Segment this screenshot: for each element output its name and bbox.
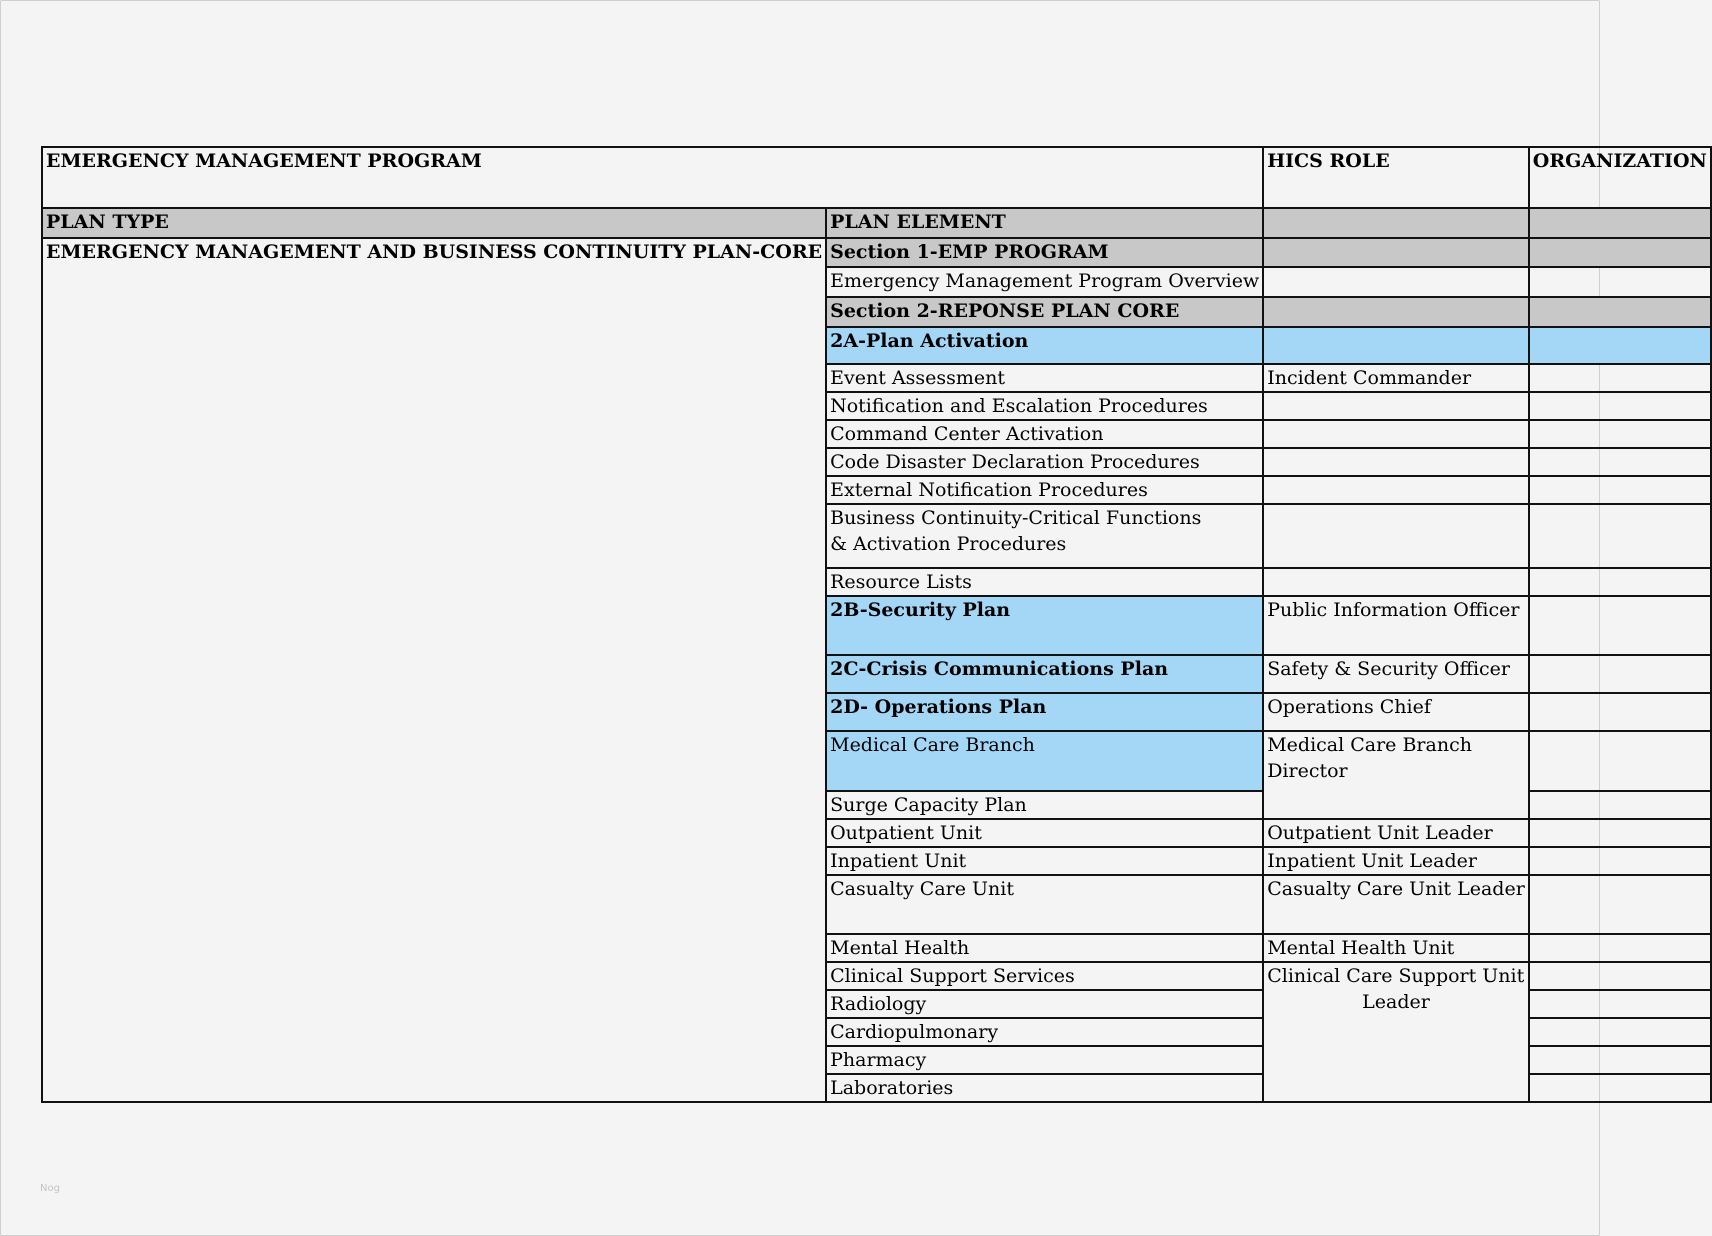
subheader-row [42,208,1711,238]
laboratories-label: Laboratories [826,1074,1263,1102]
casualty-care-role: Casualty Care Unit Leader [1263,875,1529,934]
casualty-care-label: Casualty Care Unit [826,875,1263,934]
security-plan-label: 2B-Security Plan [826,596,1263,655]
organization-cell [1529,819,1711,847]
inpatient-unit-label: Inpatient Unit [826,847,1263,875]
plan-type-value: EMERGENCY MANAGEMENT AND BUSINESS CONTINUITY PLAN-CORE [42,238,826,1102]
organization-cell [1529,847,1711,875]
clinical-support-role-line-2: Leader [1362,991,1430,1013]
organization-cell [1529,934,1711,962]
organization-cell [1529,208,1711,238]
business-continuity-label [826,504,1263,568]
crisis-comms-label: 2C-Crisis Communications Plan [826,655,1263,693]
business-continuity-line-1: Business Continuity-Critical Functions [830,507,1202,529]
organization-cell [1529,238,1711,267]
organization-cell [1529,327,1711,364]
clinical-support-role [1263,962,1529,1102]
organization-cell [1529,990,1711,1018]
organization-cell [1529,596,1711,655]
mental-health-role: Mental Health Unit [1263,934,1529,962]
emergency-plan-table [41,146,1712,1103]
watermark: Nog [40,1183,60,1194]
hics-role-cell [1263,297,1529,327]
medical-care-branch-role-line-1: Medical Care Branch [1267,734,1472,756]
organization-cell [1529,392,1711,420]
resource-lists-label: Resource Lists [826,568,1263,596]
outpatient-unit-role: Outpatient Unit Leader [1263,819,1529,847]
organization-cell [1529,1046,1711,1074]
organization-header: ORGANIZATION [1529,147,1711,208]
hics-role-cell [1263,568,1529,596]
plan-type-header: PLAN TYPE [42,208,826,238]
organization-cell [1529,1074,1711,1102]
radiology-label: Radiology [826,990,1263,1018]
hics-role-cell [1263,327,1529,364]
external-notification-label: External Notification Procedures [826,476,1263,504]
organization-cell [1529,568,1711,596]
crisis-comms-role: Safety & Security Officer [1263,655,1529,693]
event-assessment-label: Event Assessment [826,364,1263,392]
cardiopulmonary-label: Cardiopulmonary [826,1018,1263,1046]
organization-cell [1529,364,1711,392]
medical-care-branch-role [1263,731,1529,819]
organization-cell [1529,875,1711,934]
mental-health-label: Mental Health [826,934,1263,962]
overview-label: Emergency Management Program Overview [826,267,1263,297]
operations-plan-role: Operations Chief [1263,693,1529,731]
hics-role-cell [1263,208,1529,238]
organization-cell [1529,267,1711,297]
event-assessment-role: Incident Commander [1263,364,1529,392]
organization-cell [1529,693,1711,731]
command-center-label: Command Center Activation [826,420,1263,448]
organization-cell [1529,476,1711,504]
medical-care-branch-label: Medical Care Branch [826,731,1263,791]
organization-cell [1529,420,1711,448]
hics-role-header: HICS ROLE [1263,147,1529,208]
organization-cell [1529,962,1711,990]
organization-cell [1529,791,1711,819]
organization-cell [1529,1018,1711,1046]
operations-plan-label: 2D- Operations Plan [826,693,1263,731]
hics-role-cell [1263,238,1529,267]
organization-cell [1529,731,1711,791]
surge-capacity-label: Surge Capacity Plan [826,791,1263,819]
plan-activation-label: 2A-Plan Activation [826,327,1263,364]
hics-role-cell [1263,448,1529,476]
hics-role-cell [1263,476,1529,504]
clinical-support-label: Clinical Support Services [826,962,1263,990]
security-plan-role: Public Information Officer [1263,596,1529,655]
organization-cell [1529,655,1711,693]
header-row [42,147,1711,208]
inpatient-unit-role: Inpatient Unit Leader [1263,847,1529,875]
hics-role-cell [1263,420,1529,448]
organization-cell [1529,297,1711,327]
notification-label: Notification and Escalation Procedures [826,392,1263,420]
organization-cell [1529,448,1711,476]
section-2-label: Section 2-REPONSE PLAN CORE [826,297,1263,327]
code-disaster-label: Code Disaster Declaration Procedures [826,448,1263,476]
clinical-support-role-line-1: Clinical Care Support Unit [1267,965,1525,987]
plan-element-header: PLAN ELEMENT [826,208,1263,238]
hics-role-cell [1263,504,1529,568]
table-row [42,238,1711,267]
section-1-label: Section 1-EMP PROGRAM [826,238,1263,267]
medical-care-branch-role-line-2: Director [1267,760,1348,782]
hics-role-cell [1263,392,1529,420]
business-continuity-line-2: & Activation Procedures [830,533,1067,555]
hics-role-cell [1263,267,1529,297]
pharmacy-label: Pharmacy [826,1046,1263,1074]
organization-cell [1529,504,1711,568]
program-header: EMERGENCY MANAGEMENT PROGRAM [42,147,1263,208]
outpatient-unit-label: Outpatient Unit [826,819,1263,847]
